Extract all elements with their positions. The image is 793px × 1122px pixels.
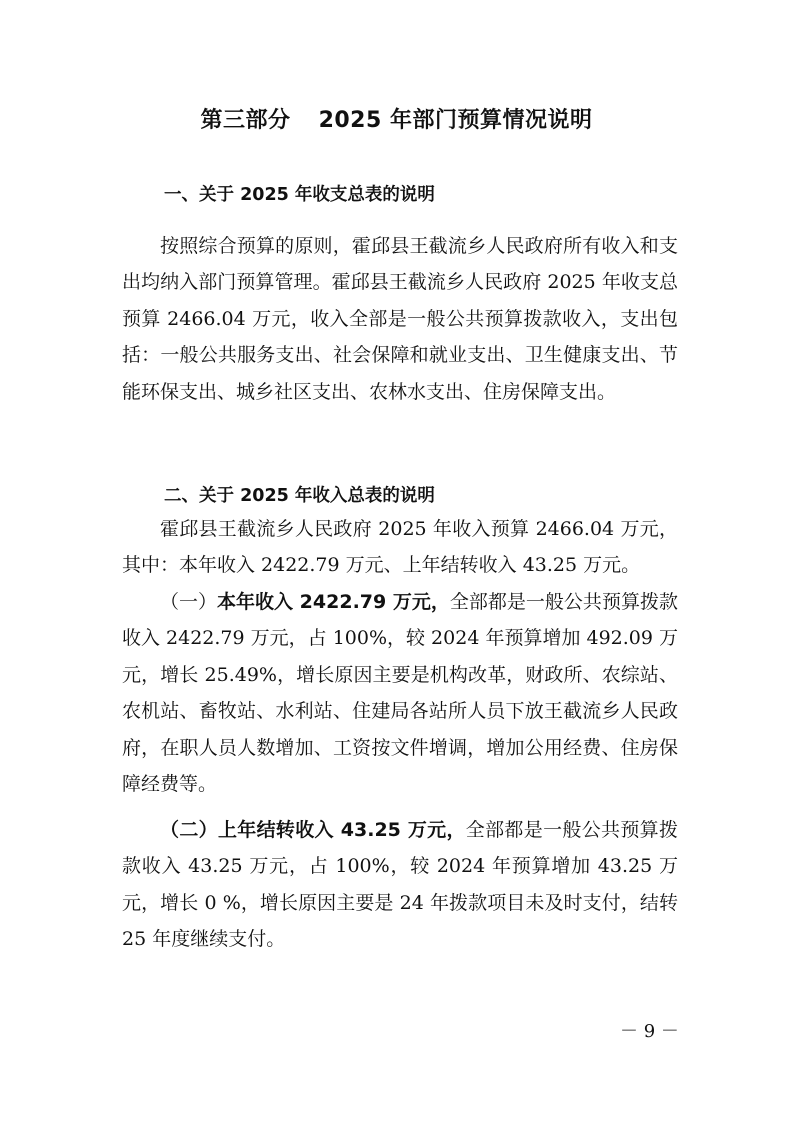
item-1-bold: 本年收入 2422.79 万元， <box>217 591 450 613</box>
title-part: 第三部分 <box>200 108 291 133</box>
section-1-paragraph: 按照综合预算的原则，霍邱县王截流乡人民政府所有收入和支出均纳入部门预算管理。霍邱县王截流乡人民政府 2025 年收支总预算 2466.04 万元，收入全部是一般公共预算拨款收入，支出包括：一般公共服务支出、社会保障和就业支出、卫生健康支出、节能环保支出、城乡社区支出、农林水支出、住房保障支出。 <box>122 235 678 403</box>
item-2-bold: （二）上年结转收入 43.25 万元， <box>160 819 466 841</box>
page-title <box>0 103 793 134</box>
section-2-paragraph: 霍邱县王截流乡人民政府 2025 年收入预算 2466.04 万元，其中：本年收入 2422.79 万元、上年结转收入 43.25 万元。 <box>122 518 678 577</box>
page-number: － 9 － <box>620 1021 679 1042</box>
section-2-item-2 <box>122 812 678 958</box>
section-heading-2: 二、关于 2025 年收入总表的说明 <box>164 486 435 506</box>
section-2-item-1 <box>122 584 678 802</box>
item-1-text: 全部都是一般公共预算拨款收入 2422.79 万元，占 100%，较 2024 年预算增加 492.09 万元，增长 25.49%，增长原因主要是机构改革，财政所、农综站、农机站、畜牧站、水利站、住建局各站所人员下放王截流乡人民政府，在职人员人数增加、工资按文件增调，增加公用经费、住房保障经费等。 <box>122 591 679 796</box>
title-main: 2025 年部门预算情况说明 <box>318 108 593 133</box>
section-heading-1: 一、关于 2025 年收支总表的说明 <box>164 185 435 205</box>
item-1-label: （一） <box>160 591 218 613</box>
item-2-text: 全部都是一般公共预算拨款收入 43.25 万元，占 100%，较 2024 年预算增加 43.25 万元，增长 0 %，增长原因主要是 24 年拨款项目未及时支付，结转 25 年度继续支付。 <box>122 819 678 951</box>
